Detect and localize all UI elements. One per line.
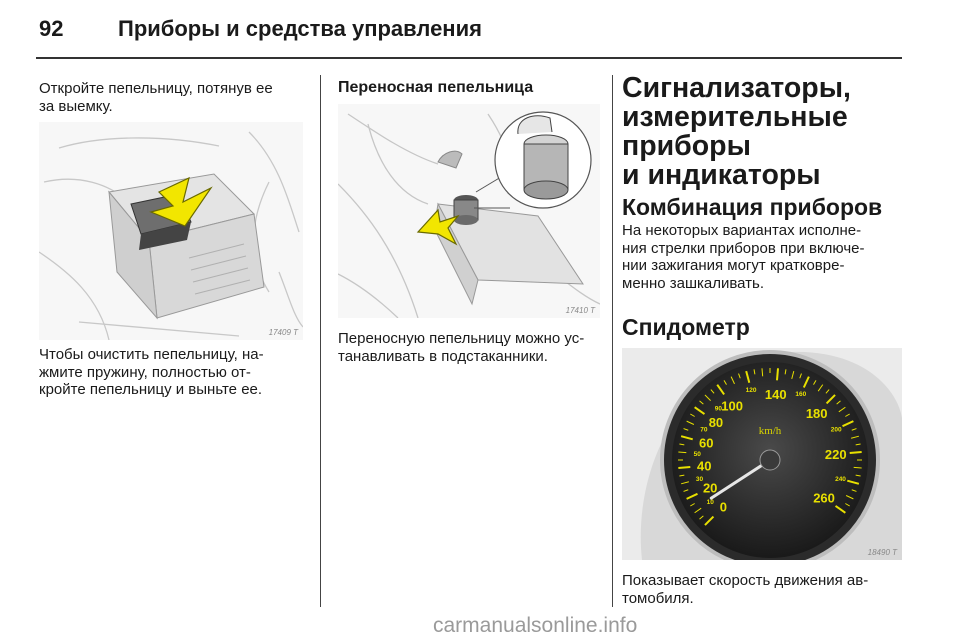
- speed-tick: [777, 368, 778, 380]
- heading-line: измерительные: [622, 101, 848, 133]
- speed-tick: [762, 368, 763, 376]
- portable-ashtray-heading: Переносная пепельница: [338, 79, 534, 96]
- col1-body-text: [39, 346, 264, 399]
- speedometer-figure: [622, 348, 902, 560]
- speed-major-label: 0: [719, 499, 727, 515]
- text-line: Откройте пепельницу, потянув ее: [39, 80, 273, 97]
- ashtray-figure: [39, 122, 303, 340]
- text-line: Показывает скорость движения ав-: [622, 572, 869, 589]
- speed-major-label: 180: [805, 406, 828, 422]
- page-number: 92: [39, 16, 64, 41]
- speed-unit-label: km/h: [758, 425, 782, 437]
- needle-hub: [760, 450, 780, 470]
- speed-minor-label: 70: [700, 426, 708, 434]
- speed-minor-label: 30: [695, 476, 704, 484]
- page-header-title: Приборы и средства управления: [118, 16, 482, 41]
- text-line: томобиля.: [622, 589, 694, 607]
- portable-ashtray-figure: [338, 104, 600, 318]
- speedometer-text: [622, 572, 868, 607]
- speed-major-label: 80: [708, 414, 724, 430]
- speed-major-label: 20: [702, 480, 718, 496]
- heading-line: и индикаторы: [622, 159, 821, 191]
- text-line: за выемку.: [39, 97, 113, 115]
- speed-minor-label: 120: [745, 386, 757, 394]
- col2-body-text: [338, 330, 584, 365]
- speed-major-label: 100: [721, 398, 743, 414]
- text-line: жмите пружину, полностью от-: [39, 363, 251, 381]
- watermark: carmanualsonline.info: [433, 614, 638, 637]
- chapter-heading: [622, 74, 922, 190]
- speed-minor-label: 200: [830, 426, 842, 434]
- column-divider-1: [320, 75, 321, 607]
- speed-major-label: 40: [697, 458, 712, 474]
- speed-tick: [854, 467, 862, 468]
- heading-line: приборы: [622, 130, 751, 162]
- figure-ref-number: 17409 T: [268, 328, 298, 337]
- speed-tick: [850, 452, 862, 453]
- speed-major-label: 60: [699, 435, 714, 451]
- header-rule: [36, 57, 902, 59]
- speed-minor-label: 160: [795, 391, 807, 399]
- text-line: ния стрелки приборов при включе-: [622, 239, 865, 257]
- speed-tick: [678, 467, 690, 468]
- speed-major-label: 220: [824, 446, 847, 462]
- speed-minor-label: 90: [714, 405, 722, 413]
- text-line: танавливать в подстаканники.: [338, 347, 548, 365]
- speed-minor-label: 10: [706, 499, 714, 507]
- speed-major-label: 140: [764, 386, 787, 402]
- text-line: На некоторых вариантах исполне-: [622, 222, 862, 239]
- text-line: нии зажигания могут кратковре-: [622, 257, 845, 274]
- speed-major-label: 260: [813, 490, 835, 506]
- speed-minor-label: 50: [693, 450, 701, 458]
- instrument-cluster-heading: Комбинация приборов: [622, 194, 883, 220]
- text-line: кройте пепельницу и выньте ее.: [39, 381, 263, 398]
- speed-minor-label: 240: [835, 476, 846, 484]
- column-divider-2: [612, 75, 613, 607]
- text-line: Чтобы очистить пепельницу, на-: [39, 346, 264, 363]
- text-line: Переносную пепельницу можно ус-: [338, 330, 585, 347]
- instrument-cluster-text: [622, 222, 865, 292]
- text-line: менно зашкаливать.: [622, 274, 765, 292]
- speedometer-heading: Спидометр: [622, 314, 750, 340]
- speed-tick: [678, 452, 686, 453]
- figure-ref-number: 18490 T: [867, 548, 897, 557]
- heading-line: Сигнализаторы,: [622, 72, 851, 104]
- figure-ref-number: 17410 T: [565, 306, 595, 315]
- col1-intro-text: [39, 80, 273, 115]
